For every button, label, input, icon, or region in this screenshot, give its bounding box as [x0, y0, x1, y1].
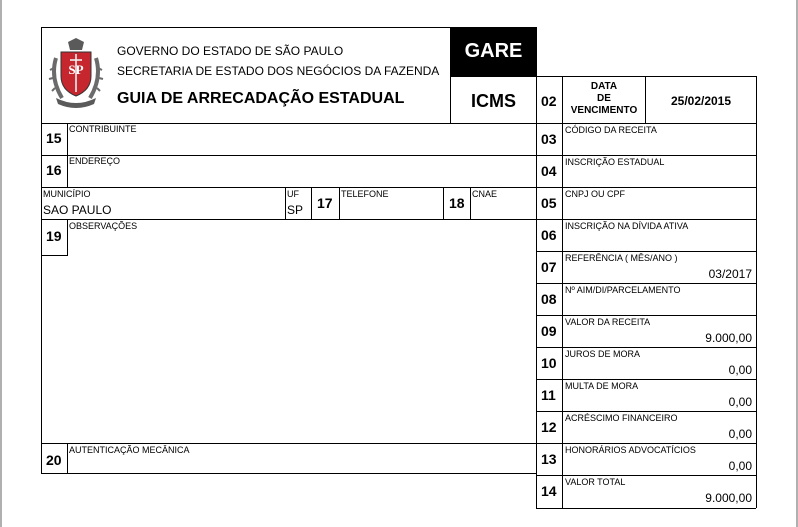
icms-label: ICMS — [471, 91, 516, 111]
field-12-value: 0,00 — [728, 427, 752, 441]
field-05-number: 05 — [541, 195, 557, 211]
field-11-number: 11 — [541, 387, 556, 403]
field-19-number: 19 — [46, 228, 62, 244]
field-07-number: 07 — [541, 259, 557, 275]
form-title: GUIA DE ARRECADAÇÃO ESTADUAL — [117, 90, 405, 107]
field-16-number: 16 — [46, 162, 62, 178]
field-11-label: MULTA DE MORA — [565, 381, 639, 391]
observacoes-label: OBSERVAÇÕES — [69, 221, 138, 231]
header-secretariat-line: SECRETARIA DE ESTADO DOS NEGÓCIOS DA FAZENDA — [117, 64, 440, 78]
due-date-number: 02 — [541, 93, 557, 109]
field-03-number: 03 — [541, 131, 557, 147]
field-10-value: 0,00 — [728, 363, 752, 377]
municipio-label: MUNICÍPIO — [43, 189, 91, 199]
field-04-number: 04 — [541, 163, 557, 179]
field-14-label: VALOR TOTAL — [565, 477, 626, 487]
field-13-value: 0,00 — [728, 459, 752, 473]
field-15-number: 15 — [46, 130, 62, 146]
cnae-label: CNAE — [472, 189, 498, 199]
field-13-label: HONORÁRIOS ADVOCATÍCIOS — [565, 445, 696, 455]
field-09-label: VALOR DA RECEITA — [565, 317, 651, 327]
field-11-value: 0,00 — [728, 395, 752, 409]
header-government-line: GOVERNO DO ESTADO DE SÃO PAULO — [117, 44, 344, 58]
field-18-number: 18 — [449, 195, 465, 211]
left-frame-edge — [0, 0, 2, 527]
field-08-number: 08 — [541, 291, 557, 307]
field-20-number: 20 — [46, 452, 62, 468]
municipio-value: SAO PAULO — [43, 203, 112, 217]
field-17-number: 17 — [317, 195, 333, 211]
due-date-label-3: VENCIMENTO — [570, 105, 638, 116]
due-date-label-2: DE — [597, 93, 611, 104]
logo-letters: SP — [68, 62, 84, 77]
field-14-number: 14 — [541, 483, 557, 499]
field-13-number: 13 — [541, 451, 557, 467]
state-coat-of-arms-logo — [48, 38, 104, 110]
field-15-label: CONTRIBUINTE — [69, 124, 137, 134]
field-16-label: ENDEREÇO — [69, 156, 121, 166]
field-10-number: 10 — [541, 355, 557, 371]
due-date-label — [563, 81, 645, 117]
field-03-label: CÓDIGO DA RECEITA — [565, 125, 657, 135]
field-06-label: INSCRIÇÃO NA DÍVIDA ATIVA — [565, 221, 689, 231]
uf-value: SP — [287, 203, 304, 217]
field-08-label: Nº AIM/DI/PARCELAMENTO — [565, 285, 681, 295]
field-12-label: ACRÉSCIMO FINANCEIRO — [565, 413, 678, 423]
uf-label: UF — [287, 189, 299, 199]
due-date-value: 25/02/2015 — [670, 94, 732, 108]
field-12-number: 12 — [541, 419, 557, 435]
field-07-label: REFERÊNCIA ( MÊS/ANO ) — [565, 253, 678, 263]
field-10-label: JUROS DE MORA — [565, 349, 641, 359]
field-14-value: 9.000,00 — [705, 491, 752, 505]
field-09-number: 09 — [541, 323, 557, 339]
telefone-label: TELEFONE — [341, 189, 389, 199]
due-date-label-1: DATA — [590, 81, 618, 92]
field-09-value: 9.000,00 — [705, 331, 752, 345]
field-07-value: 03/2017 — [708, 267, 752, 281]
field-05-label: CNPJ OU CPF — [565, 189, 626, 199]
field-06-number: 06 — [541, 227, 557, 243]
autenticacao-label: AUTENTICAÇÃO MECÂNICA — [69, 445, 190, 455]
gare-label: GARE — [464, 40, 523, 62]
field-04-label: INSCRIÇÃO ESTADUAL — [565, 157, 665, 167]
